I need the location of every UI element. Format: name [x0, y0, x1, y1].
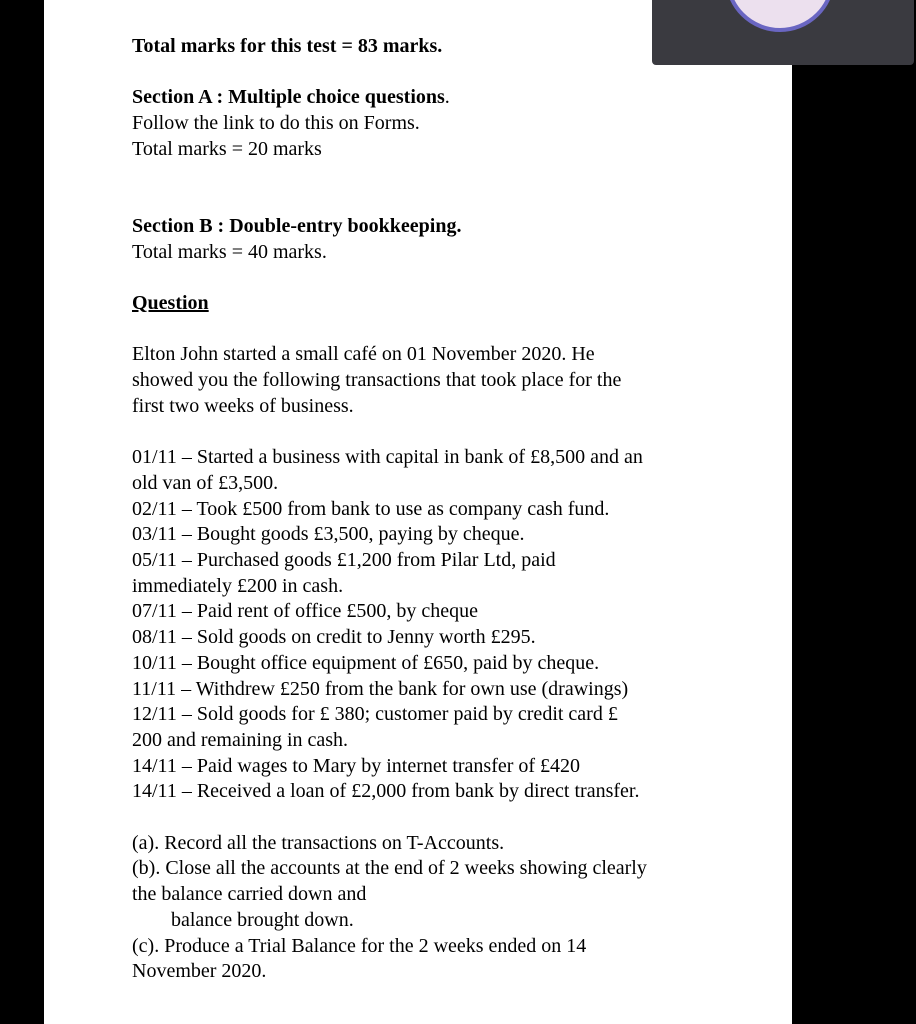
intro-line: Elton John started a small café on 01 November 2020. He [132, 343, 595, 366]
transaction-line: immediately £200 in cash. [132, 574, 344, 597]
transaction-line: 05/11 – Purchased goods £1,200 from Pilar Ltd, paid [132, 548, 556, 571]
total-marks-line: Total marks for this test = 83 marks. [132, 35, 443, 57]
intro-line: showed you the following transactions that took place for the [132, 369, 622, 392]
transaction-line: 14/11 – Paid wages to Mary by internet transfer of £420 [132, 754, 581, 777]
participant-avatar[interactable] [725, 0, 835, 32]
task-line: (c). Produce a Trial Balance for the 2 weeks ended on 14 [132, 934, 587, 957]
section-a-marks: Total marks = 20 marks [132, 137, 322, 160]
document-body [132, 34, 732, 985]
transaction-line: 11/11 – Withdrew £250 from the bank for own use (drawings) [132, 677, 629, 700]
task-line: the balance carried down and [132, 883, 367, 906]
document-page [44, 0, 792, 1024]
section-b-title: Section B : Double-entry bookkeeping. [132, 214, 462, 237]
transaction-line: 12/11 – Sold goods for £ 380; customer paid by credit card £ [132, 703, 618, 726]
video-call-overlay[interactable] [652, 0, 914, 65]
transaction-line: 03/11 – Bought goods £3,500, paying by cheque. [132, 523, 525, 546]
task-line: (b). Close all the accounts at the end of 2 weeks showing clearly [132, 857, 647, 880]
question-heading: Question [132, 291, 209, 314]
transaction-line: 07/11 – Paid rent of office £500, by cheque [132, 600, 479, 623]
transaction-line: 200 and remaining in cash. [132, 728, 349, 751]
transaction-line: 02/11 – Took £500 from bank to use as company cash fund. [132, 497, 610, 520]
section-b-marks: Total marks = 40 marks. [132, 240, 327, 263]
transaction-line: 14/11 – Received a loan of £2,000 from bank by direct transfer. [132, 780, 640, 803]
intro-line: first two weeks of business. [132, 394, 354, 417]
transaction-line: 01/11 – Started a business with capital in bank of £8,500 and an [132, 446, 643, 469]
transaction-line: 10/11 – Bought office equipment of £650, paid by cheque. [132, 651, 600, 674]
task-line: balance brought down. [171, 908, 354, 931]
section-a-instruction: Follow the link to do this on Forms. [132, 112, 420, 135]
transaction-line: old van of £3,500. [132, 471, 279, 494]
section-a-title-text: Section A : Multiple choice questions [132, 86, 445, 109]
task-line: (a). Record all the transactions on T-Accounts. [132, 831, 505, 854]
task-line: November 2020. [132, 960, 267, 983]
transaction-line: 08/11 – Sold goods on credit to Jenny worth £295. [132, 626, 536, 649]
section-a-title-suffix: . [444, 86, 450, 109]
section-a-title [132, 85, 732, 111]
